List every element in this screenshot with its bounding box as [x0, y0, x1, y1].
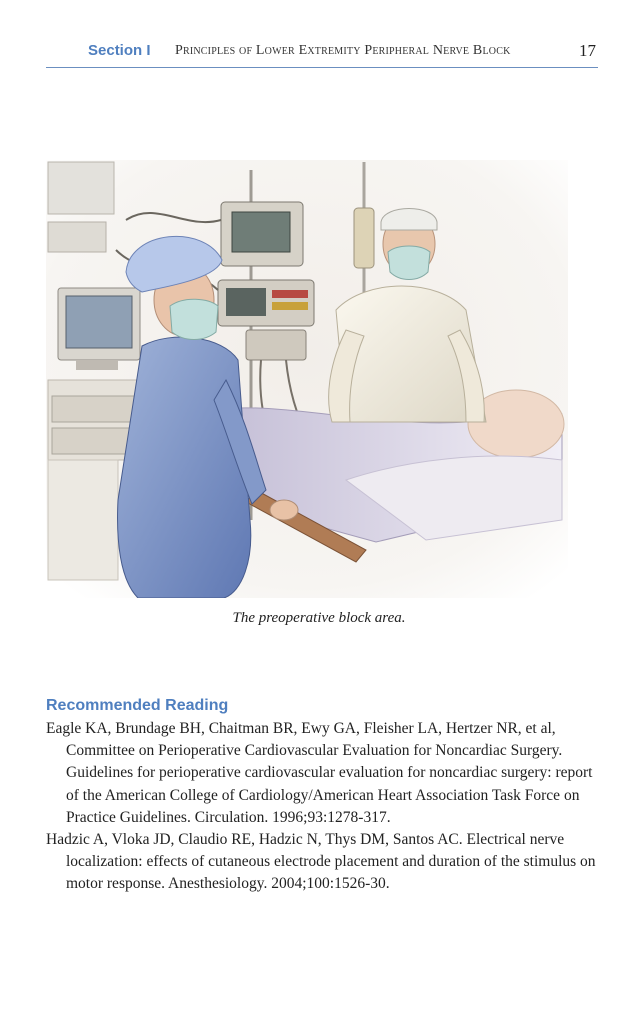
recommended-reading-heading: Recommended Reading: [46, 697, 229, 714]
figure-caption: The preoperative block area.: [232, 610, 406, 626]
reference-list: [46, 718, 598, 896]
preoperative-block-area-illustration: [46, 160, 568, 598]
section-label: Section I: [88, 42, 151, 59]
chapter-title: Principles of Lower Extremity Peripheral Nerve Block: [175, 43, 511, 58]
page-header: [46, 38, 598, 68]
reference-item: Hadzic A, Vloka JD, Claudio RE, Hadzic N, Thys DM, Santos AC. Electrical nerve localization: effects of cutaneous electrode placement and duration of the stimulus on motor response. Anesthesiology. 2004;100:1526-30.: [46, 831, 596, 893]
reference-item: Eagle KA, Brundage BH, Chaitman BR, Ewy GA, Fleisher LA, Hertzer NR, et al, Committee on Perioperative Cardiovascular Evaluation for Noncardiac Surgery. Guidelines for perioperative cardiovascular evaluation for noncardiac surgery: report of the American College of Cardiology/American Heart Association Task Force on Practice Guidelines. Circulation. 1996;93:1278-317.: [46, 720, 593, 826]
page-number: 17: [579, 41, 596, 60]
